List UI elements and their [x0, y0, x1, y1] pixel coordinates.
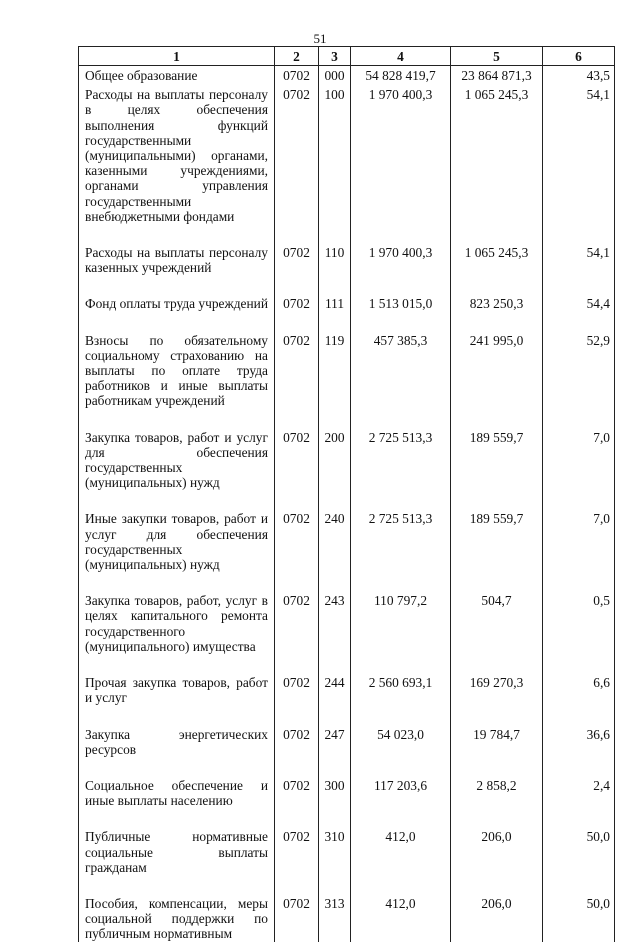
expense-type-cell: 111	[319, 296, 351, 332]
planned-amount-cell: 2 560 693,1	[351, 675, 451, 726]
actual-amount-cell: 1 065 245,3	[451, 87, 543, 245]
expense-type-cell: 243	[319, 593, 351, 675]
table-row	[79, 778, 615, 829]
header-col-4: 4	[351, 47, 451, 66]
percent-cell: 54,1	[543, 245, 615, 296]
expense-name-cell: Закупка энергетических ресурсов	[79, 727, 275, 778]
expense-type-cell: 300	[319, 778, 351, 829]
table-row	[79, 245, 615, 296]
percent-cell: 7,0	[543, 430, 615, 512]
header-row	[79, 47, 615, 66]
planned-amount-cell: 2 725 513,3	[351, 511, 451, 593]
expense-name-cell: Расходы на выплаты персоналу в целях обеспечения выполнения функций государственными (муниципальными) органами, казенными учреждениями, органами управления государственными внебюджетными фондами	[79, 87, 275, 245]
page-number: 51	[313, 31, 327, 46]
planned-amount-cell: 412,0	[351, 896, 451, 942]
table-row	[79, 675, 615, 726]
actual-amount-cell: 189 559,7	[451, 430, 543, 512]
table-row	[79, 333, 615, 430]
expense-name-cell: Публичные нормативные социальные выплаты гражданам	[79, 829, 275, 896]
section-code-cell: 0702	[275, 87, 319, 245]
table-row	[79, 296, 615, 332]
header-col-6: 6	[543, 47, 615, 66]
section-code-cell: 0702	[275, 593, 319, 675]
table-row	[79, 727, 615, 778]
header-col-5: 5	[451, 47, 543, 66]
percent-cell: 36,6	[543, 727, 615, 778]
planned-amount-cell: 54 023,0	[351, 727, 451, 778]
section-code-cell: 0702	[275, 727, 319, 778]
expense-name-cell: Иные закупки товаров, работ и услуг для обеспечения государственных (муниципальных) нужд	[79, 511, 275, 593]
table-row	[79, 593, 615, 675]
actual-amount-cell: 1 065 245,3	[451, 245, 543, 296]
actual-amount-cell: 206,0	[451, 896, 543, 942]
table-body	[79, 66, 615, 942]
section-code-cell: 0702	[275, 896, 319, 942]
expense-name-cell: Фонд оплаты труда учреждений	[79, 296, 275, 332]
section-code-cell: 0702	[275, 511, 319, 593]
planned-amount-cell: 2 725 513,3	[351, 430, 451, 512]
table-row	[79, 66, 615, 88]
expense-type-cell: 000	[319, 66, 351, 88]
expense-name-cell: Взносы по обязательному социальному страхованию на выплаты по оплате труда работников и иные выплаты работникам учреждений	[79, 333, 275, 430]
table-row	[79, 829, 615, 896]
expense-name-cell: Прочая закупка товаров, работ и услуг	[79, 675, 275, 726]
section-code-cell: 0702	[275, 778, 319, 829]
expense-name-cell: Расходы на выплаты персоналу казенных учреждений	[79, 245, 275, 296]
percent-cell: 43,5	[543, 66, 615, 88]
percent-cell: 50,0	[543, 829, 615, 896]
percent-cell: 0,5	[543, 593, 615, 675]
expense-type-cell: 310	[319, 829, 351, 896]
header-col-2: 2	[275, 47, 319, 66]
actual-amount-cell: 823 250,3	[451, 296, 543, 332]
expense-name-cell: Социальное обеспечение и иные выплаты населению	[79, 778, 275, 829]
percent-cell: 54,1	[543, 87, 615, 245]
percent-cell: 50,0	[543, 896, 615, 942]
expense-type-cell: 100	[319, 87, 351, 245]
table-row	[79, 896, 615, 942]
expense-name-cell: Закупка товаров, работ и услуг для обеспечения государственных (муниципальных) нужд	[79, 430, 275, 512]
planned-amount-cell: 117 203,6	[351, 778, 451, 829]
planned-amount-cell: 457 385,3	[351, 333, 451, 430]
section-code-cell: 0702	[275, 675, 319, 726]
actual-amount-cell: 19 784,7	[451, 727, 543, 778]
section-code-cell: 0702	[275, 66, 319, 88]
expense-name-cell: Пособия, компенсации, меры социальной поддержки по публичным нормативным	[79, 896, 275, 942]
table-row	[79, 87, 615, 245]
planned-amount-cell: 54 828 419,7	[351, 66, 451, 88]
header-col-3: 3	[319, 47, 351, 66]
actual-amount-cell: 504,7	[451, 593, 543, 675]
table-row	[79, 511, 615, 593]
section-code-cell: 0702	[275, 296, 319, 332]
actual-amount-cell: 169 270,3	[451, 675, 543, 726]
percent-cell: 6,6	[543, 675, 615, 726]
expense-type-cell: 119	[319, 333, 351, 430]
planned-amount-cell: 1 970 400,3	[351, 245, 451, 296]
section-code-cell: 0702	[275, 245, 319, 296]
planned-amount-cell: 1 970 400,3	[351, 87, 451, 245]
expense-type-cell: 200	[319, 430, 351, 512]
expense-type-cell: 240	[319, 511, 351, 593]
expense-type-cell: 244	[319, 675, 351, 726]
table-row	[79, 430, 615, 512]
percent-cell: 52,9	[543, 333, 615, 430]
expense-type-cell: 110	[319, 245, 351, 296]
actual-amount-cell: 23 864 871,3	[451, 66, 543, 88]
actual-amount-cell: 2 858,2	[451, 778, 543, 829]
expense-name-cell: Закупка товаров, работ, услуг в целях капитального ремонта государственного (муниципального) имущества	[79, 593, 275, 675]
planned-amount-cell: 110 797,2	[351, 593, 451, 675]
percent-cell: 54,4	[543, 296, 615, 332]
actual-amount-cell: 206,0	[451, 829, 543, 896]
section-code-cell: 0702	[275, 829, 319, 896]
actual-amount-cell: 241 995,0	[451, 333, 543, 430]
actual-amount-cell: 189 559,7	[451, 511, 543, 593]
percent-cell: 7,0	[543, 511, 615, 593]
expense-type-cell: 313	[319, 896, 351, 942]
header-col-1: 1	[79, 47, 275, 66]
expense-name-cell: Общее образование	[79, 66, 275, 88]
section-code-cell: 0702	[275, 430, 319, 512]
planned-amount-cell: 412,0	[351, 829, 451, 896]
expense-type-cell: 247	[319, 727, 351, 778]
budget-table	[78, 46, 615, 942]
percent-cell: 2,4	[543, 778, 615, 829]
section-code-cell: 0702	[275, 333, 319, 430]
planned-amount-cell: 1 513 015,0	[351, 296, 451, 332]
